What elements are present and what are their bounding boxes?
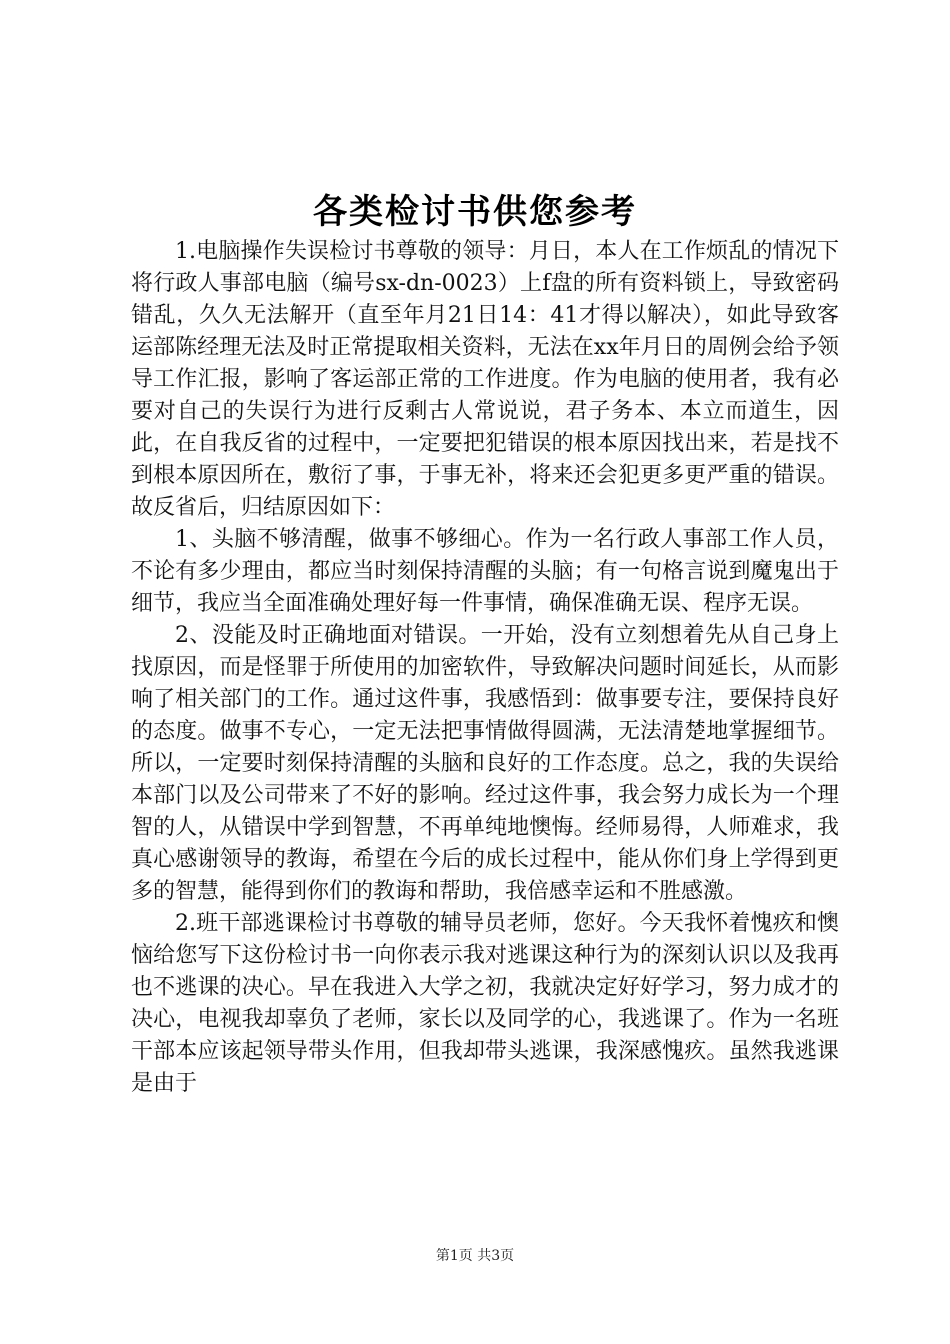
page-footer: 第1页 共3页 — [435, 1248, 515, 1264]
paragraph-3: 2、没能及时正确地面对错误。一开始，没有立刻想着先从自己身上找原因，而是怪罪于所使用的加密软件，导致解决问题时间延长，从而影响了相关部门的工作。通过这件事，我感悟到：做事要专注，要保持良好的态度。做事不专心，一定无法把事情做得圆满，无法清楚地掌握细节。所以，一定要时刻保持清醒的头脑和良好的工作态度。总之，我的失误给本部门以及公司带来了不好的影响。经过这件事，我会努力成长为一个理智的人，从错误中学到智慧，不再单纯地懊悔。经师易得，人师难求，我真心感谢领导的教诲，希望在今后的成长过程中，能从你们身上学得到更多的智慧，能得到你们的教诲和帮助，我倍感幸运和不胜感激。 — [131, 623, 839, 904]
paragraph-2: 1、头脑不够清醒，做事不够细心。作为一名行政人事部工作人员，不论有多少理由，都应当时刻保持清醒的头脑；有一句格言说到魔鬼出于细节，我应当全面准确处理好每一件事情，确保准确无误、程序无误。 — [131, 527, 839, 616]
paragraph-1: 1.电脑操作失误检讨书尊敬的领导：月日，本人在工作烦乱的情况下将行政人事部电脑（编号sx-dn-0023）上f盘的所有资料锁上，导致密码错乱，久久无法解开（直至年月21日14：41才得以解决），如此导致客运部陈经理无法及时正常提取相关资料，无法在xx年月日的周例会给予领导工作汇报，影响了客运部正常的工作进度。作为电脑的使用者，我有必要对自己的失误行为进行反剩古人常说说，君子务本、本立而道生，因此，在自我反省的过程中，一定要把犯错误的根本原因找出来，若是找不到根本原因所在，敷衍了事，于事无补，将来还会犯更多更严重的错误。故反省后，归结原因如下： — [131, 239, 839, 520]
document-title: 各类检讨书供您参考 — [313, 192, 637, 232]
paragraph-4: 2.班干部逃课检讨书尊敬的辅导员老师，您好。今天我怀着愧疚和懊恼给您写下这份检讨书一向你表示我对逃课这种行为的深刻认识以及我再也不逃课的决心。早在我进入大学之初，我就决定好好学习，努力成才的决心，电视我却辜负了老师，家长以及同学的心，我逃课了。作为一名班干部本应该起领导带头作用，但我却带头逃课，我深感愧疚。虽然我逃课是由于 — [131, 911, 839, 1096]
document-body — [131, 236, 839, 1100]
